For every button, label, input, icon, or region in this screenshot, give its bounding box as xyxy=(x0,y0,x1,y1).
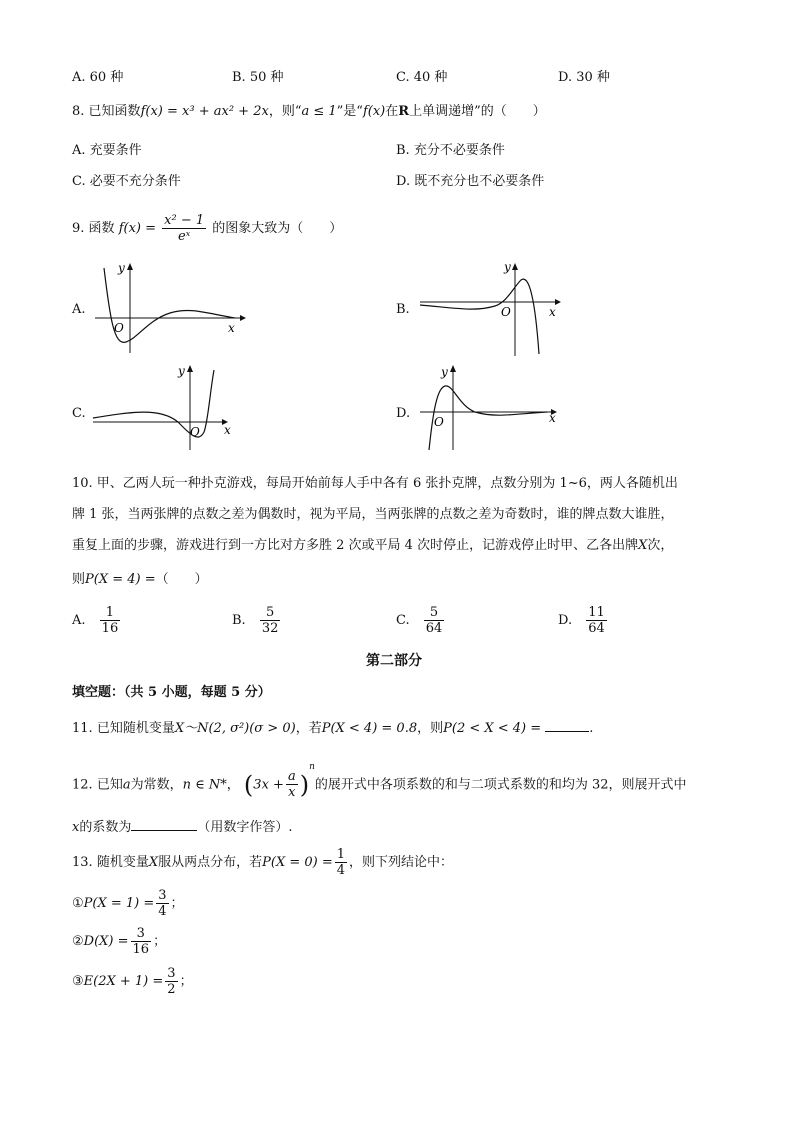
q12-exponent: n xyxy=(309,762,315,772)
q10-option-b-label: B. xyxy=(232,613,246,628)
q9-graph-d xyxy=(415,362,565,452)
q9-label-d: D. xyxy=(396,406,411,421)
part2-title: 第二部分 xyxy=(366,653,422,669)
left-paren-icon: ( xyxy=(243,770,254,799)
q13-var: X xyxy=(148,855,159,870)
y-arrow xyxy=(127,263,133,270)
q10-option-a xyxy=(72,605,122,636)
q12-tail: 的展开式中各项系数的和与二项式系数的和均为 32，则展开式中 xyxy=(314,777,687,793)
frac-num: 3 xyxy=(131,926,152,942)
item-expr: P(X = 1) = xyxy=(83,896,155,911)
q10-option-c xyxy=(396,605,446,636)
q8-text: 已知函数 xyxy=(88,104,141,119)
q10-line-4 xyxy=(72,570,208,590)
q8-option-c: C. 必要不充分条件 xyxy=(72,174,181,189)
q8-option-a: A. 充要条件 xyxy=(72,143,142,158)
origin-label: O xyxy=(501,305,511,319)
y-arrow xyxy=(187,365,193,372)
q11-dist: X～N(2, σ²)(σ > 0) xyxy=(174,721,296,736)
q13-item-3 xyxy=(72,966,193,998)
q12-answer-blank[interactable] xyxy=(131,816,197,831)
q12-mid: 为常数， xyxy=(130,777,183,793)
q13-item-1 xyxy=(72,888,184,920)
frac-den: x xyxy=(288,785,296,801)
q9-label-c: C. xyxy=(72,406,86,421)
x-label: x xyxy=(228,321,235,335)
frac-den: 64 xyxy=(588,621,605,636)
q8-func-lhs: f(x) xyxy=(140,104,163,119)
y-label: y xyxy=(441,365,448,379)
q12-line2-tail: （用数字作答）. xyxy=(197,820,293,835)
q12-comma: ， xyxy=(226,777,240,793)
x-arrow xyxy=(240,315,246,321)
origin-label: O xyxy=(434,415,444,429)
q11-mid: ，若 xyxy=(295,721,322,736)
q11-number: 11. xyxy=(72,721,93,736)
frac-den: 64 xyxy=(425,621,443,636)
q13-cond: P(X = 0) = xyxy=(262,855,333,870)
q8-fx: f(x) xyxy=(362,104,386,119)
frac-den: 4 xyxy=(158,904,167,919)
q9-frac-den: eˣ xyxy=(177,229,191,244)
q8-text-mid: ，则“ xyxy=(268,104,302,119)
q10-option-a-frac xyxy=(100,605,121,636)
frac-den: 16 xyxy=(132,942,150,957)
q13-mid: 服从两点分布，若 xyxy=(158,855,263,870)
q10-option-c-label: C. xyxy=(396,613,410,628)
q8-text-mid3: 在 xyxy=(385,104,399,119)
q10-option-d-frac xyxy=(586,605,607,636)
q10-option-d xyxy=(558,605,609,636)
x-arrow xyxy=(555,299,561,305)
q13-item-2 xyxy=(72,926,166,958)
y-label: y xyxy=(178,364,185,378)
frac-num: 3 xyxy=(158,888,167,903)
origin-label: O xyxy=(114,321,124,335)
x-label: x xyxy=(224,423,231,437)
q8-reals: R xyxy=(398,104,410,119)
item-end: ； xyxy=(179,974,193,989)
q8-eq: = xyxy=(167,104,178,119)
item-mark: ② xyxy=(72,934,84,949)
q13-tail: ，则下列结论中： xyxy=(349,855,454,870)
q12-line2-mid: 的系数为 xyxy=(79,820,132,835)
q10-prob-expr: P(X = 4) = xyxy=(85,572,156,587)
q10-option-d-label: D. xyxy=(558,613,573,628)
q9-text-tail: 的图象大致为（ ） xyxy=(212,221,343,236)
q12-pre: 已知 xyxy=(96,777,123,793)
item-frac xyxy=(165,966,177,997)
q10-line-4-pre: 则 xyxy=(72,572,86,587)
frac-num: 5 xyxy=(260,605,281,621)
item-mark: ③ xyxy=(72,974,84,989)
x-label: x xyxy=(549,411,556,425)
curve xyxy=(420,279,539,354)
section-heading: 填空题：（共 5 小题，每题 5 分） xyxy=(72,685,271,700)
frac-num: 11 xyxy=(588,605,605,620)
frac-den: 4 xyxy=(336,863,346,878)
q9-func: f(x) = xyxy=(118,221,157,236)
q10-line-3-tail: 次， xyxy=(647,538,674,553)
q10-option-c-frac xyxy=(424,605,445,636)
q10-line-3 xyxy=(72,536,673,556)
item-frac xyxy=(131,926,152,957)
q7-option-d: D. 30 种 xyxy=(558,70,610,85)
q9-number: 9. xyxy=(72,221,85,236)
q12-var-x: x xyxy=(72,820,80,835)
frac-num: 1 xyxy=(336,847,346,862)
frac-num: a xyxy=(287,769,296,785)
q12-stem xyxy=(72,762,687,801)
q11-mid2: ，则 xyxy=(417,721,444,736)
q7-option-c: C. 40 种 xyxy=(396,70,448,85)
q12-n: n ∈ N* xyxy=(182,777,227,793)
q10-var-x: X xyxy=(638,538,648,553)
q10-line-2: 牌 1 张，当两张牌的点数之差为偶数时，视为平局，当两张牌的点数之差为奇数时，谁的牌点数大谁胜， xyxy=(72,507,674,522)
q12-expr-pre: 3x + xyxy=(253,777,284,793)
q8-text-mid2: ”是“ xyxy=(336,104,363,119)
frac-num: 3 xyxy=(167,966,176,981)
q11-answer-blank[interactable] xyxy=(545,717,589,732)
q11-tail: . xyxy=(589,721,594,736)
q11-stem xyxy=(72,717,593,739)
q10-line-3-pre: 重复上面的步骤，游戏进行到一方比对方多胜 2 次或平局 4 次时停止，记游戏停止时甲、乙各出牌 xyxy=(72,538,639,553)
q10-line-4-tail: （ ） xyxy=(155,572,208,587)
q8-option-d: D. 既不充分也不必要条件 xyxy=(396,174,545,189)
q8-stem xyxy=(72,102,546,122)
y-arrow xyxy=(512,263,518,270)
q8-text-tail: 上单调递增”的（ ） xyxy=(409,104,546,119)
q12-line-2 xyxy=(72,816,293,838)
frac-num: 1 xyxy=(100,605,121,621)
q9-label-a: A. xyxy=(72,302,86,317)
q12-expr-frac xyxy=(286,769,298,800)
q8-number: 8. xyxy=(72,104,85,119)
y-label: y xyxy=(504,260,511,274)
q13-cond-frac xyxy=(335,847,347,878)
item-mark: ① xyxy=(72,896,84,911)
q8-func-rhs: x³ + ax² + 2x xyxy=(182,104,269,119)
q9-graph-a xyxy=(90,258,250,358)
origin-label: O xyxy=(190,425,200,439)
frac-den: 16 xyxy=(101,621,119,636)
q11-cond: P(X < 4) = 0.8 xyxy=(321,721,418,736)
item-expr: E(2X + 1) = xyxy=(83,974,164,989)
q10-option-a-label: A. xyxy=(72,613,86,628)
q9-stem xyxy=(72,212,342,246)
x-label: x xyxy=(549,305,556,319)
q9-graph-c xyxy=(90,362,230,452)
item-expr: D(X) = xyxy=(83,934,129,949)
q7-option-a: A. 60 种 xyxy=(72,70,124,85)
item-frac xyxy=(156,888,168,919)
q9-frac-num: x² − 1 xyxy=(164,213,205,228)
q11-pre: 已知随机变量 xyxy=(96,721,175,736)
frac-den: 2 xyxy=(167,982,176,997)
q9-graph-b xyxy=(415,258,575,358)
q9-label-b: B. xyxy=(396,302,410,317)
item-end: ； xyxy=(170,896,184,911)
q9-text: 函数 xyxy=(88,221,115,236)
q12-number: 12. xyxy=(72,777,93,793)
q11-ask: P(2 < X < 4) = xyxy=(443,721,542,736)
q8-condition: a ≤ 1 xyxy=(301,104,337,119)
curve xyxy=(429,386,547,450)
y-label: y xyxy=(118,261,125,275)
y-arrow xyxy=(450,365,456,372)
q12-a: a xyxy=(122,777,131,793)
right-paren-icon: ) xyxy=(299,770,310,799)
q10-option-b xyxy=(232,605,282,636)
q10-option-b-frac xyxy=(260,605,281,636)
q13-stem xyxy=(72,847,453,879)
q13-pre: 随机变量 xyxy=(96,855,149,870)
q8-option-b: B. 充分不必要条件 xyxy=(396,143,505,158)
q10-line-1: 10. 甲、乙两人玩一种扑克游戏，每局开始前每人手中各有 6 张扑克牌，点数分别为 1~6，两人各随机出 xyxy=(72,476,678,491)
q7-option-b: B. 50 种 xyxy=(232,70,284,85)
frac-num: 5 xyxy=(424,605,445,621)
frac-den: 32 xyxy=(261,621,279,636)
item-end: ； xyxy=(153,934,167,949)
q9-fraction xyxy=(162,213,206,244)
q13-number: 13. xyxy=(72,855,93,870)
